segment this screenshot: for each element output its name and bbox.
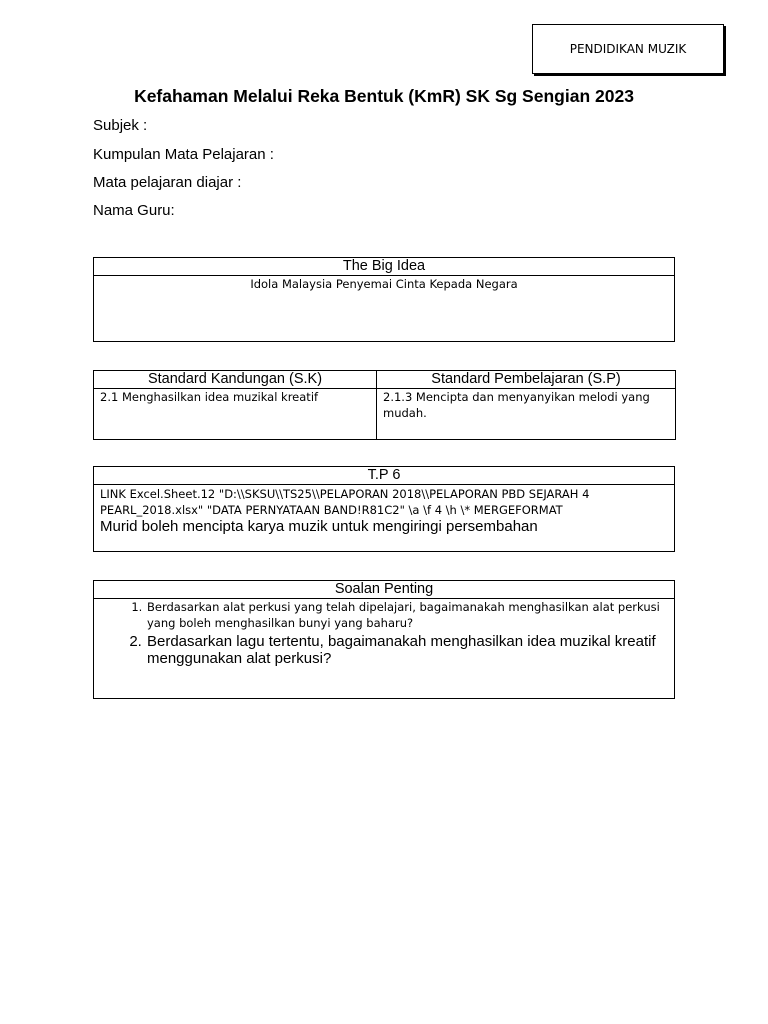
big-idea-content: Idola Malaysia Penyemai Cinta Kepada Negara	[250, 277, 518, 291]
field-subjek: Subjek :	[93, 117, 148, 134]
tp-field-code: LINK Excel.Sheet.12 "D:\\SKSU\\TS25\\PELAPORAN 2018\\PELAPORAN PBD SEJARAH 4 PEARL_2018.xlsx" "DATA PERNYATAAN BAND!R81C2" \a \f 4 \h \* MERGEFORMAT	[100, 487, 590, 517]
tp-heading: T.P 6	[94, 467, 675, 485]
subject-tag-box	[532, 24, 724, 74]
sp-content: 2.1.3 Mencipta dan menyanyikan melodi yang mudah.	[383, 390, 650, 420]
standards-table	[93, 370, 676, 440]
soalan-cell	[94, 599, 675, 699]
sp-cell	[377, 389, 676, 440]
tp-table	[93, 466, 675, 552]
soalan-item-1	[146, 599, 674, 631]
field-nama-guru: Nama Guru:	[93, 202, 175, 219]
sp-heading: Standard Pembelajaran (S.P)	[377, 371, 676, 389]
soalan-item-2	[146, 633, 674, 667]
sk-heading: Standard Kandungan (S.K)	[94, 371, 377, 389]
soalan-item-2-text: Berdasarkan lagu tertentu, bagaimanakah menghasilkan idea muzikal kreatif menggunakan alat perkusi?	[147, 633, 656, 667]
page-title: Kefahaman Melalui Reka Bentuk (KmR) SK Sg Sengian 2023	[134, 86, 634, 106]
sk-content: 2.1 Menghasilkan idea muzikal kreatif	[100, 390, 319, 404]
soalan-list	[94, 599, 674, 667]
soalan-heading: Soalan Penting	[94, 581, 675, 599]
tp-cell	[94, 485, 675, 552]
soalan-item-1-text: Berdasarkan alat perkusi yang telah dipelajari, bagaimanakah menghasilkan alat perkusi yang boleh menghasilkan bunyi yang baharu?	[147, 600, 660, 630]
sk-cell	[94, 389, 377, 440]
big-idea-heading: The Big Idea	[94, 258, 675, 276]
field-mata-pelajaran: Mata pelajaran diajar :	[93, 174, 242, 191]
soalan-table	[93, 580, 675, 699]
big-idea-table	[93, 257, 675, 342]
big-idea-cell	[94, 276, 675, 342]
tp-content: Murid boleh mencipta karya muzik untuk mengiringi persembahan	[100, 518, 538, 535]
field-kumpulan: Kumpulan Mata Pelajaran :	[93, 146, 274, 163]
subject-tag: PENDIDIKAN MUZIK	[569, 42, 687, 56]
